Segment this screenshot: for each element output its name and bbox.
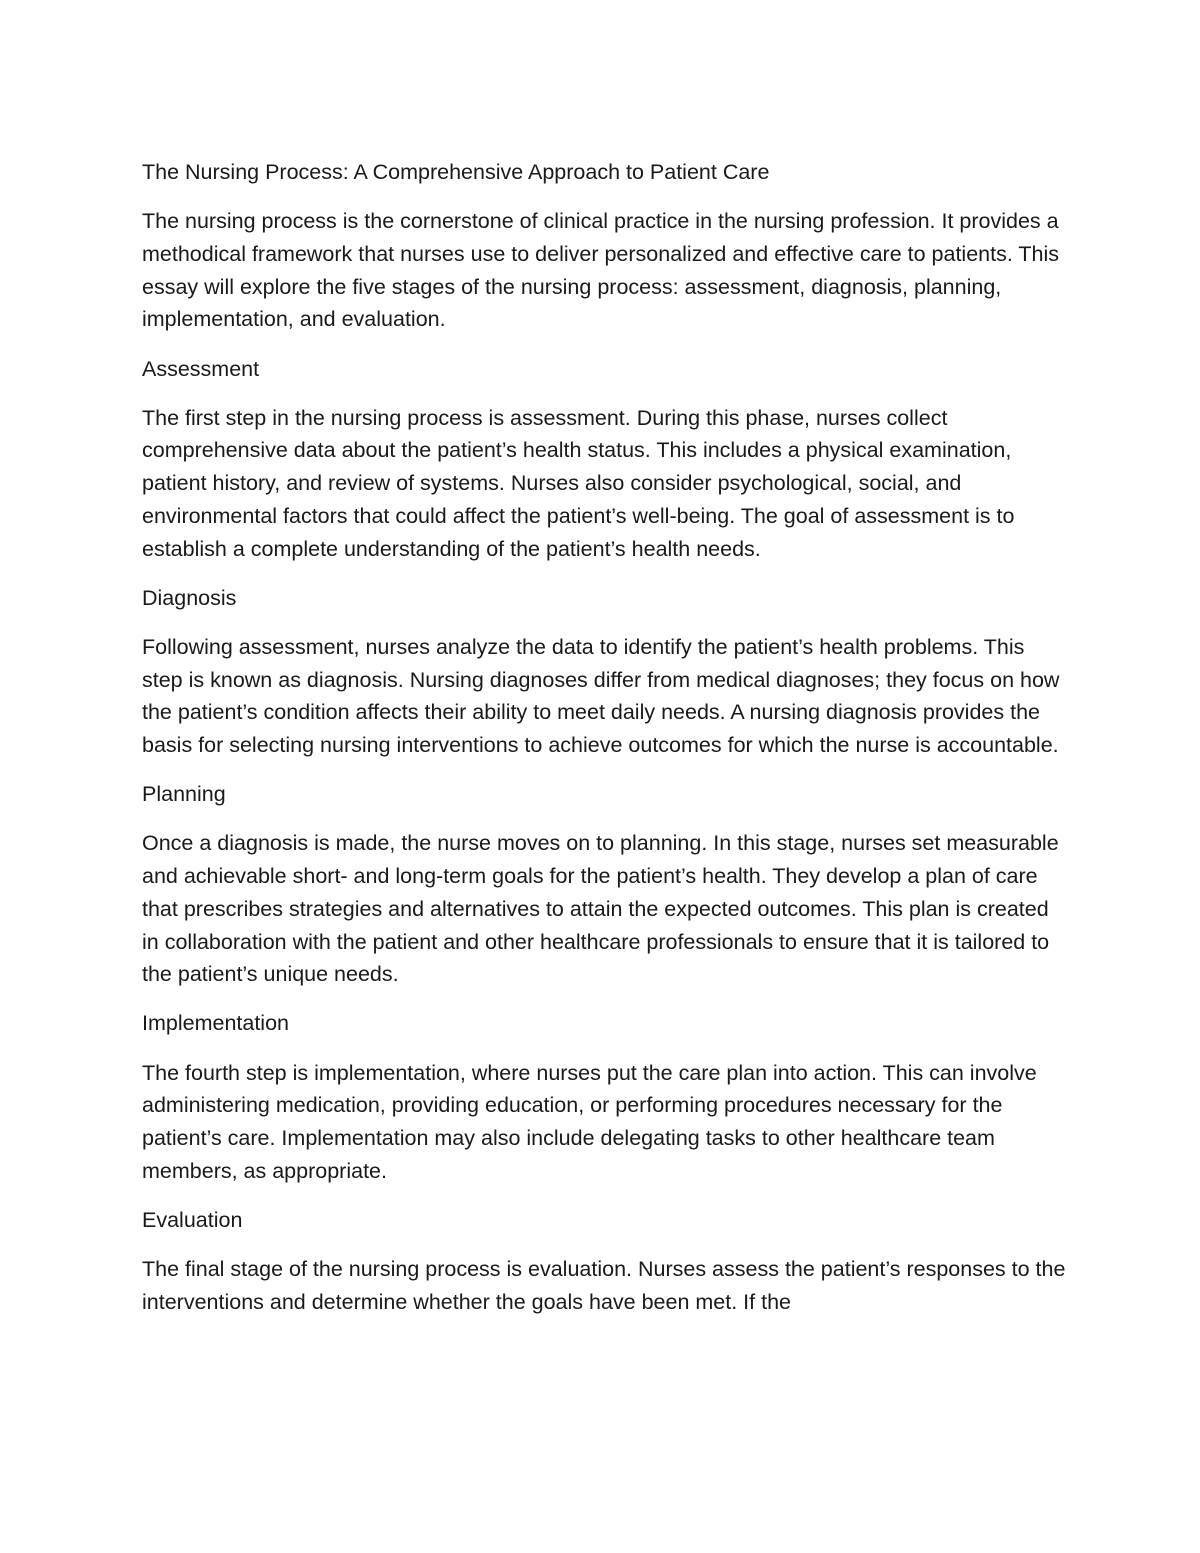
- section-heading-evaluation: Evaluation: [142, 1207, 243, 1232]
- section-body-diagnosis: Following assessment, nurses analyze the data to identify the patient’s health problems. This step is known as diagnosis. Nursing diagnoses differ from medical diagnoses; they focus on how the patient’s condition affects their ability to meet daily needs. A nursing diagnosis provides the basis for selecting nursing interventions to achieve outcomes for which the nurse is accountable.: [142, 634, 1060, 758]
- section-body-implementation: The fourth step is implementation, where nurses put the care plan into action. This can involve administering medication, providing education, or performing procedures necessary for the patient’s care. Implementation may also include delegating tasks to other healthcare team members, as appropriate.: [142, 1060, 1037, 1183]
- document-title: The Nursing Process: A Comprehensive Approach to Patient Care: [142, 160, 770, 184]
- section-heading-implementation: Implementation: [142, 1011, 289, 1036]
- section-heading-diagnosis: Diagnosis: [142, 585, 237, 610]
- section-body-evaluation: The final stage of the nursing process is evaluation. Nurses assess the patient’s responses to the interventions and determine whether the goals have been met. If the: [142, 1257, 1066, 1314]
- section-heading-planning: Planning: [142, 782, 226, 807]
- intro-paragraph: The nursing process is the cornerstone of clinical practice in the nursing profession. It provides a methodical framework that nurses use to deliver personalized and effective care to patients. This essay will explore the five stages of the nursing process: assessment, diagnosis, planning, implementation, and evaluation.: [142, 209, 1060, 332]
- document-content: [142, 156, 1067, 1335]
- section-body-assessment: The first step in the nursing process is assessment. During this phase, nurses collect comprehensive data about the patient’s health status. This includes a physical examination, patient history, and review of systems. Nurses also consider psychological, social, and environmental factors that could affect the patient’s well-being. The goal of assessment is to establish a complete understanding of the patient’s health needs.: [142, 405, 1015, 561]
- section-body-planning: Once a diagnosis is made, the nurse moves on to planning. In this stage, nurses set measurable and achievable short- and long-term goals for the patient’s health. They develop a plan of care that prescribes strategies and alternatives to attain the expected outcomes. This plan is created in collaboration with the patient and other healthcare professionals to ensure that it is tailored to the patient’s unique needs.: [142, 831, 1059, 987]
- section-heading-assessment: Assessment: [142, 356, 260, 381]
